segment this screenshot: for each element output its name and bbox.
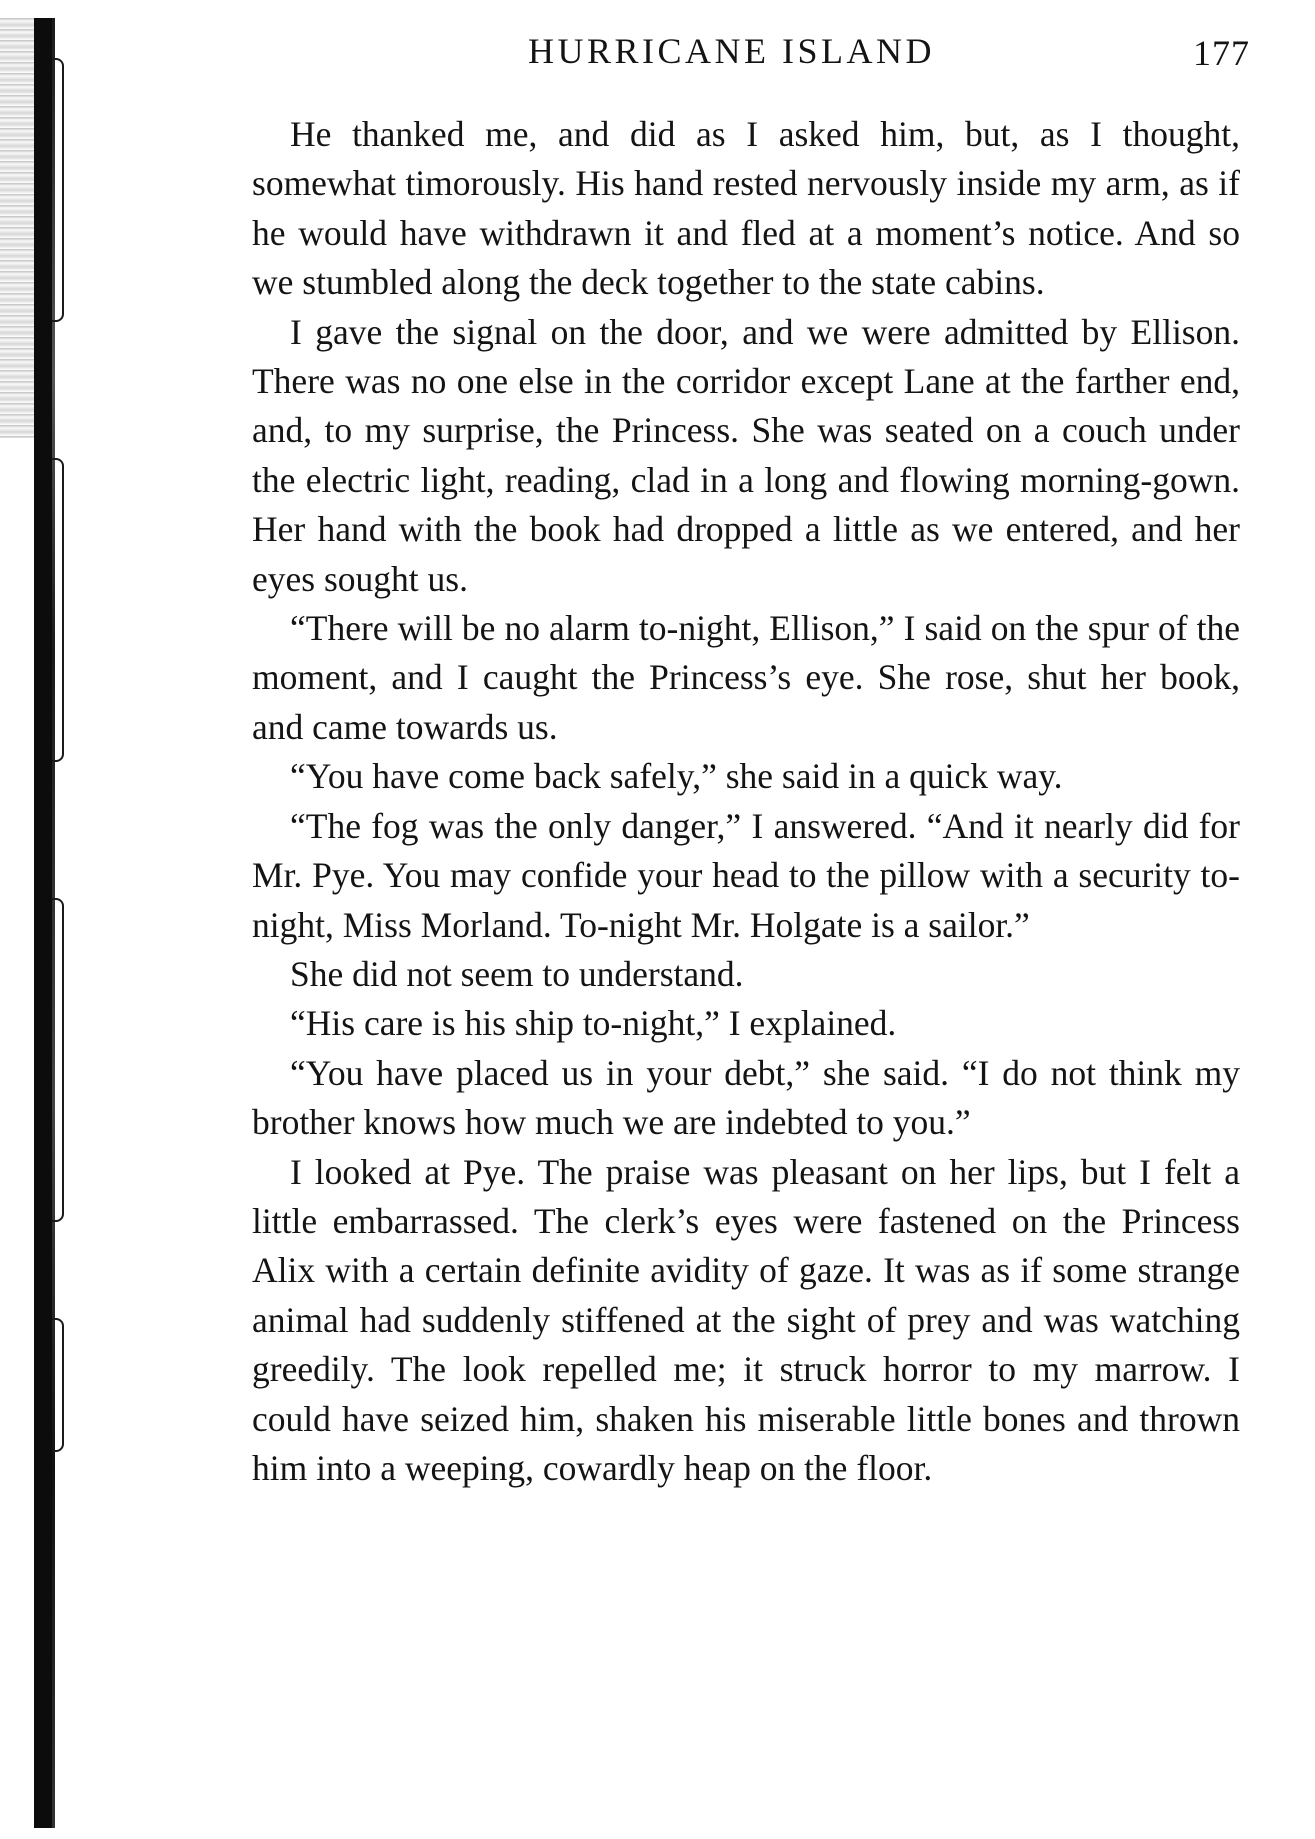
binding-thread bbox=[52, 458, 64, 762]
scanned-binding-edge bbox=[0, 18, 70, 1828]
paragraph: I looked at Pye. The praise was pleasant on her lips, but I felt a little embarrassed. The clerk’s eyes were fastened on the Princess Alix with a certain definite avidity of gaze. It was as if some strange animal had suddenly stiffened at the sight of prey and was watching greedily. The look repelled me; it struck horror to my marrow. I could have seized him, shaken his miserable little bones and thrown him into a weeping, cowardly heap on the floor. bbox=[252, 1151, 1240, 1488]
binding-thread bbox=[52, 1318, 64, 1452]
page-header bbox=[250, 28, 1250, 88]
paragraph: “The fog was the only danger,” I answered. “And it nearly did for Mr. Pye. You may confide your head to the pillow with a security to-night, Miss Morland. To-night Mr. Holgate is a sailor.” bbox=[252, 805, 1240, 945]
page-number: 177 bbox=[1193, 33, 1250, 73]
binding-thread bbox=[52, 58, 64, 322]
binding-thread bbox=[52, 898, 64, 1222]
running-title: HURRICANE ISLAND bbox=[528, 31, 935, 71]
paragraph: “There will be no alarm to-night, Ellison,” I said on the spur of the moment, and I caught the Princess’s eye. She rose, shut her book, and came towards us. bbox=[252, 608, 1240, 747]
page-body bbox=[252, 110, 1240, 1493]
paragraph: “You have placed us in your debt,” she said. “I do not think my brother knows how much we are indebted to you.” bbox=[252, 1052, 1240, 1143]
paragraph: He thanked me, and did as I asked him, but, as I thought, somewhat timorously. His hand rested nervously inside my arm, as if he would have withdrawn it and fled at a moment’s notice. And so we stumbled along the deck together to the state cabins. bbox=[252, 114, 1240, 303]
paragraph: I gave the signal on the door, and we were admitted by Ellison. There was no one else in the corridor except Lane at the farther end, and, to my surprise, the Princess. She was seated on a couch under the electric light, reading, clad in a long and flowing morning-gown. Her hand with the book had dropped a little as we entered, and her eyes sought us. bbox=[252, 311, 1240, 599]
paragraph: She did not seem to understand. bbox=[290, 953, 744, 994]
book-spine bbox=[34, 18, 52, 1828]
paragraph: “You have come back safely,” she said in a quick way. bbox=[290, 756, 1063, 797]
paragraph: “His care is his ship to-night,” I explained. bbox=[290, 1003, 897, 1044]
